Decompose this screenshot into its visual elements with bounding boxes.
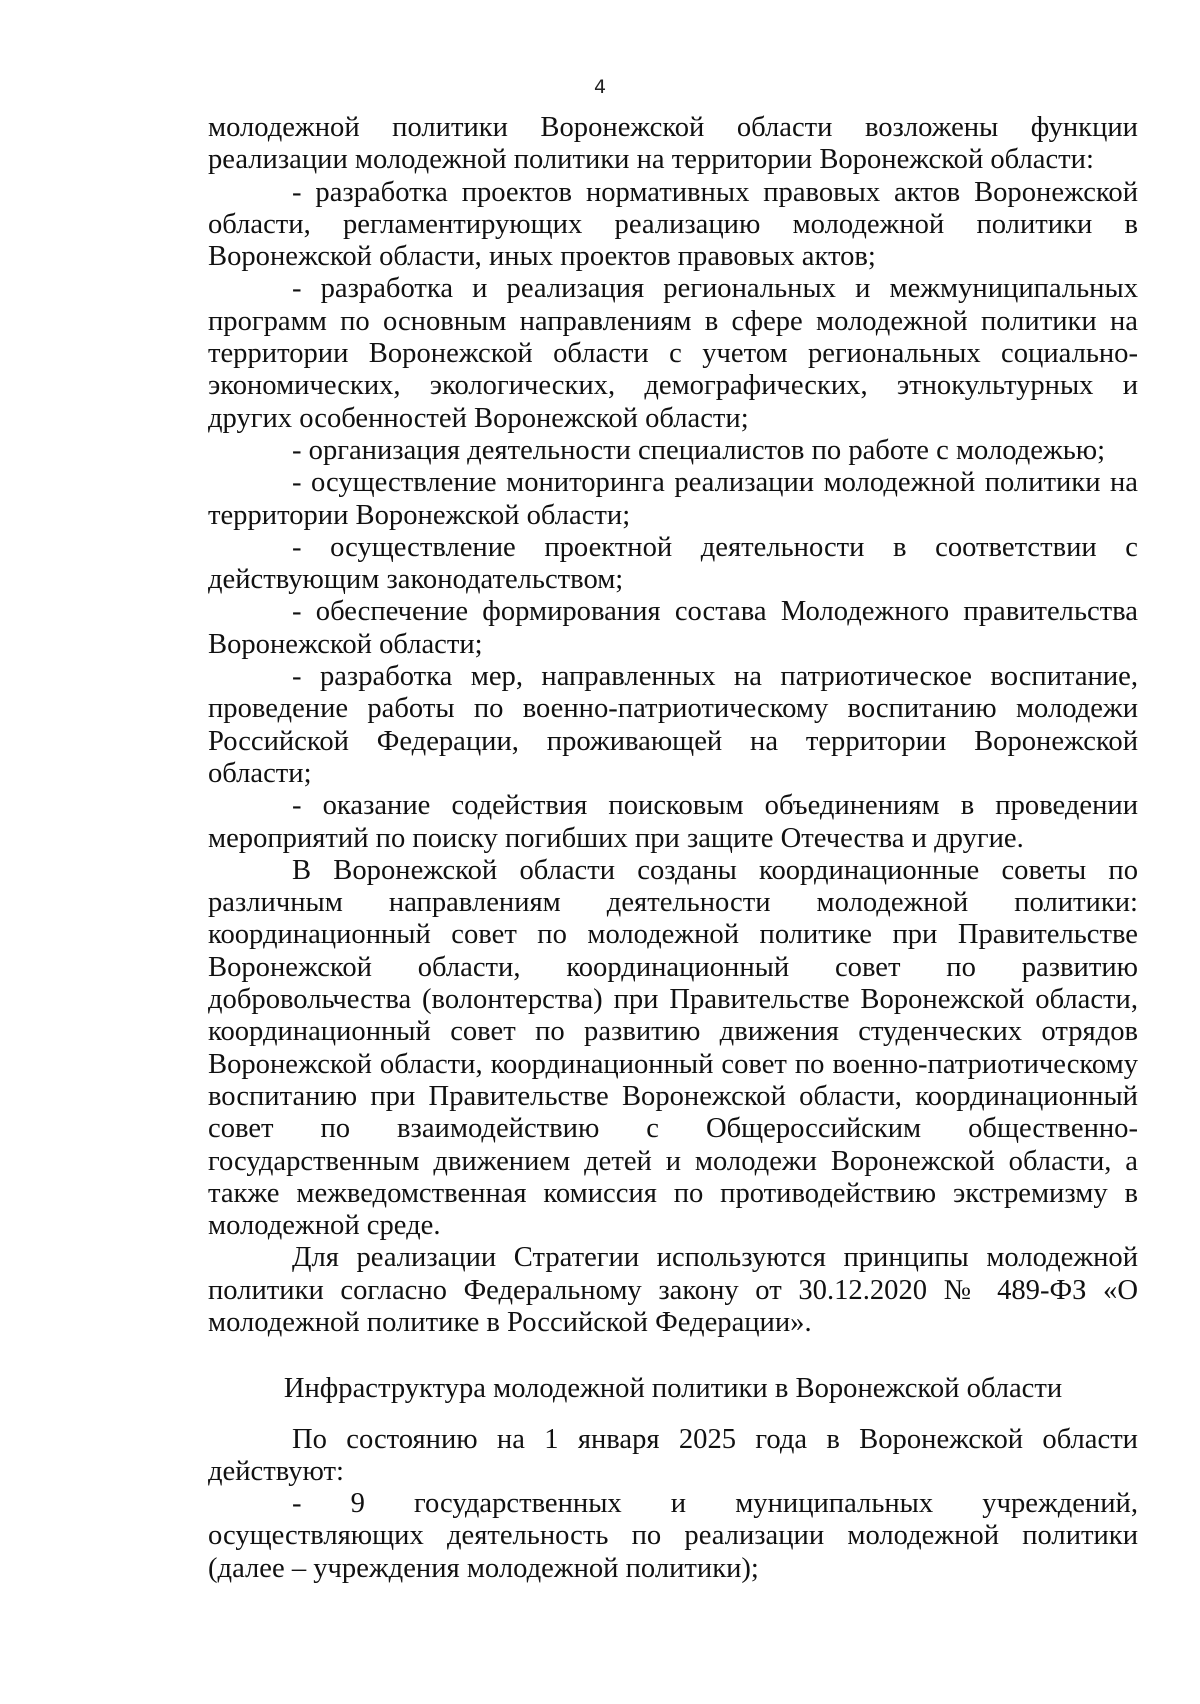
list-item-youth-government: - обеспечение формирования состава Молодежного правительства Воронежской области; — [208, 596, 1138, 660]
list-item-legal-acts: - разработка проектов нормативных правовых актов Воронежской области, регламентирующих реализацию молодежной политики в Воронежской области, иных проектов правовых актов; — [208, 176, 1138, 273]
paragraph-coordination-councils: В Воронежской области созданы координационные советы по различным направлениям деятельности молодежной политики: координационный совет по молодежной политике при Правительстве Воронежской области, координационный совет по развитию добровольчества (волонтерства) при Правительстве Воронежской области, координационный совет по развитию движения студенческих отрядов Воронежской области, координационный совет по военно-патриотическому воспитанию при Правительстве Воронежской области, координационный совет по взаимодействию с Общероссийским общественно-государственным движением детей и молодежи Воронежской области, а также межведомственная комиссия по противодействию экстремизму в молодежной среде. — [208, 854, 1138, 1242]
list-item-programs: - разработка и реализация региональных и межмуниципальных программ по основным направлениям в сфере молодежной политики на территории Воронежской области с учетом региональных социально-экономических, экологических, демографических, этнокультурных и других особенностей Воронежской области; — [208, 273, 1138, 434]
list-item-specialists: - организация деятельности специалистов по работе с молодежью; — [292, 434, 1106, 466]
section-heading: Инфраструктура молодежной политики в Воронежской области — [283, 1373, 1063, 1405]
list-item-search-associations: - оказание содействия поисковым объединениям в проведении мероприятий по поиску погибших при защите Отечества и другие. — [208, 790, 1138, 854]
paragraph-as-of-date: По состоянию на 1 января 2025 года в Воронежской области действуют: — [208, 1423, 1138, 1487]
list-item-patriotic-education: - разработка мер, направленных на патриотическое воспитание, проведение работы по военно-патриотическому воспитанию молодежи Российской Федерации, проживающей на территории Воронежской области; — [208, 661, 1138, 789]
list-item-institutions: - 9 государственных и муниципальных учреждений, осуществляющих деятельность по реализации молодежной политики (далее – учреждения молодежной политики); — [208, 1488, 1138, 1584]
page-number: 4 — [593, 76, 607, 98]
list-item-project-activity: - осуществление проектной деятельности в соответствии с действующим законодательством; — [208, 531, 1138, 596]
list-item-monitoring: - осуществление мониторинга реализации молодежной политики на территории Воронежской области; — [208, 467, 1138, 531]
paragraph-functions-intro: молодежной политики Воронежской области возложены функции реализации молодежной политики на территории Воронежской области: — [208, 112, 1138, 176]
paragraph-strategy-principles: Для реализации Стратегии используются принципы молодежной политики согласно Федеральному закону от 30.12.2020 № 489-ФЗ «О молодежной политике в Российской Федерации». — [208, 1242, 1138, 1338]
document-body — [208, 112, 1138, 1585]
